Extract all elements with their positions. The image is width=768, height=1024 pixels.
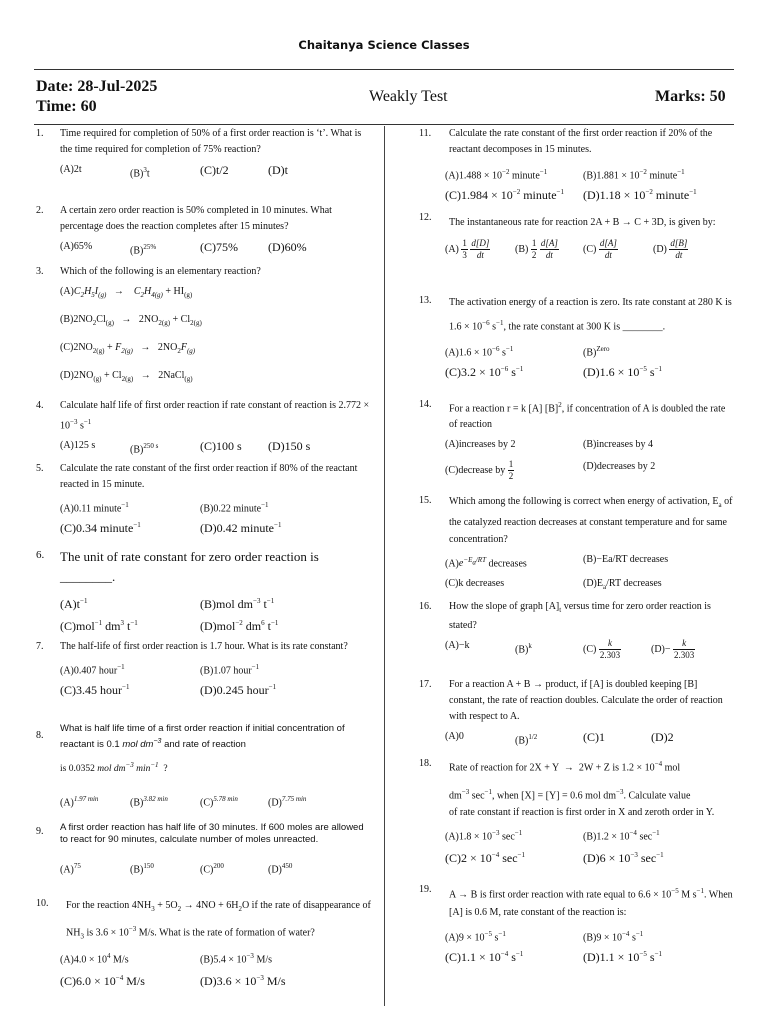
option-d[interactable]: $(D)1.6 \times 10^{-5}$ $s^{-1}$ [583,365,663,380]
question-11 [419,126,735,202]
options [60,593,372,611]
option-d[interactable]: (D)− $\frac{k}{2.303}$ [651,638,695,660]
question-5 [36,461,372,535]
option-c[interactable]: $(C)1.1 \times 10^{-4}$ $s^{-1}$ [445,950,524,965]
option-a[interactable]: (A)125 s [60,440,96,452]
options [445,729,735,747]
question-14 [419,397,735,483]
option-a[interactable]: $(A)1.488 \times 10^{-2}$ minute$^{-1}$ [445,168,548,182]
options [60,438,372,456]
option-a[interactable]: $(A)t^{-1}$ [60,597,88,611]
option-d[interactable]: (D)decreases by 2 [583,461,656,473]
question-text: Calculate the rate constant of the first order reaction if 80% of the reactant reacted in 15 minute. [60,463,358,490]
option-a[interactable]: $(A)4.0 \times 10^4$ M/s [60,952,129,966]
options [445,184,735,202]
option-c[interactable]: (C)75% [200,240,238,254]
options [60,858,372,876]
option-c[interactable]: (C)k decreases [445,578,505,589]
question-8 [36,722,372,809]
option-d[interactable]: $(D)6 \times 10^{-3}$ $\sec^{-1}$ [583,850,664,865]
option-b[interactable]: $(B)5.4 \times 10^{-3}$ M/s [200,952,272,966]
option-d[interactable]: (D)60% [268,240,307,254]
options [445,164,735,182]
option-b[interactable]: (B)increases by 4 [583,439,653,451]
options [60,615,372,633]
question-number: 2. [36,205,44,216]
question-number: 17. [419,679,432,690]
question-number: 12. [419,212,432,223]
test-name: Weakly Test [369,88,448,105]
options [445,825,735,843]
options [445,847,735,865]
test-time: Time: 60 [36,98,97,115]
question-text: The activation energy of a reaction is zero. Its rate constant at 280 K is $1.6 \times 10^{-6}$ $s^{-1}$, the rate constant at 300 K is ________. [449,297,732,333]
options [445,459,735,483]
options [445,341,735,359]
option-d[interactable]: $(D)1.18 \times 10^{-2}$ minute$^{-1}$ [583,188,697,202]
question-10 [36,896,372,988]
question-text: The instantaneous rate for reaction 2A + B → C + 3D, is given by: [449,217,716,228]
option-d[interactable]: (D)t [268,163,288,177]
question-text: For a reaction r = k [A] $[B]^2$, if concentration of A is doubled the rate of reaction [449,401,726,431]
question-17 [419,677,735,747]
question-6 [36,547,372,633]
question-number: 19. [419,884,432,895]
question-number: 14. [419,399,432,410]
option-d[interactable]: $(D)3.6 \times 10^{-3}$ M/s [200,974,286,989]
option-a[interactable]: $(A)^{75}$ [60,862,81,876]
options [60,659,372,677]
question-text: For the reaction $4NH_3 + 5O_2 \to 4NO + 6H_2O$ if the rate of disappearance of $NH_3$ is $3.6 \times 10^{-3}$ M/s. What is the rate of formation of water? [66,900,371,941]
option-c[interactable]: $(C)^{5.78 min}$ [200,795,238,809]
option-b[interactable]: $(B)^3t$ [130,166,150,180]
question-number: 16. [419,601,432,612]
options [60,791,372,809]
option-c[interactable]: (C)0.34 minute$^{-1}$ [60,521,141,535]
option-d[interactable]: (D)0.42 minute$^{-1}$ [200,521,282,535]
question-number: 18. [419,758,432,769]
option-b[interactable]: $(B)1.881 \times 10^{-2}$ minute$^{-1}$ [583,168,685,182]
test-date: Date: 28-Jul-2025 [36,78,158,95]
column-divider [384,126,385,1006]
question-text: Which of the following is an elementary reaction? [60,266,261,277]
question-15 [419,493,735,594]
option-b[interactable]: (B)1.07 hour$^{-1}$ [200,663,260,677]
question-text: The unit of rate constant for zero order reaction is ________. [60,549,319,584]
question-number: 3. [36,266,44,277]
option-a[interactable]: $(A)1.6 \times 10^{-6}$ $s^{-1}$ [445,345,514,359]
question-19 [419,882,735,964]
options [445,361,735,379]
question-number: 7. [36,641,44,652]
option-d[interactable]: (D)0.245 hour$^{-1}$ [200,683,277,697]
options [60,948,372,966]
options [445,926,735,944]
option-a[interactable]: (A)0 [445,731,464,742]
option-b[interactable]: $(B)^{250 s}$ [130,442,159,456]
question-16 [419,599,735,666]
option-c[interactable]: $(C)3.2 \times 10^{-6}$ $s^{-1}$ [445,365,524,380]
option-c[interactable]: (C)3.45 hour$^{-1}$ [60,683,130,697]
option-b[interactable]: $(B)9 \times 10^{-4}$ $s^{-1}$ [583,930,644,944]
options [60,517,372,535]
question-text: A certain zero order reaction is 50% completed in 10 minutes. What percentage does the reaction completes after 15 minutes? [60,205,332,232]
option-b[interactable]: (B)0.22 minute$^{-1}$ [200,501,269,515]
option-b[interactable]: $(B)^{150}$ [130,862,154,876]
question-13 [419,293,735,379]
test-marks: Marks: 50 [655,88,726,105]
question-text: For a reaction A + B → product, if [A] is doubled keeping [B] constant, the rate of reaction doubles. Calculate the order of reaction with respect to A. [449,679,723,722]
option-d[interactable]: (D)150 s [268,439,311,454]
option-a[interactable]: (A) $\frac{1}{3}$ $\frac{d[D]}{dt}$ [445,238,490,260]
question-number: 8. [36,730,44,741]
option-c[interactable]: (C)t/2 [200,163,229,177]
option-b[interactable]: $(B)^{3.82 min}$ [130,795,168,809]
option-d[interactable]: (D) $\frac{d[B]}{dt}$ [653,238,688,260]
option-b[interactable]: $(B)2NO_2Cl_{(g)} \to 2NO_{2(g)} + Cl_{2(g)}$ [60,314,202,327]
question-text-cont: is 0.0352 mol $dm^{-3}$ $\min^{-1}$ ? [60,761,168,775]
option-a[interactable]: (A)−k [445,640,470,651]
question-1 [36,126,372,180]
question-text: Rate of reaction for 2X + Y → 2W + Z is $1.2 \times 10^{-4}$ mol $dm^{-3}$ $\sec^{-1}$, when [X] = [Y] = 0.6 mol $dm^{-3}$. Calculate value of rate constant if reaction is first order in X and zeroth order in Y. [449,760,715,818]
option-d[interactable]: $(D)^{450}$ [268,862,293,876]
option-c[interactable]: $(C)2 \times 10^{-4}$ $\sec^{-1}$ [445,850,525,865]
option-d[interactable]: $(D)E_a/RT$ decreases [583,578,662,591]
option-a[interactable]: $(A)C_2H_5I_{(g)}$ → $C_2H_{4(g)} + HI_{(g)}$ [60,286,193,299]
options [60,239,372,257]
question-text: How the slope of graph $[A]_t$ versus time for zero order reaction is stated? [449,601,711,631]
option-a[interactable]: (A)2t [60,164,82,175]
header-rule-top [34,69,734,70]
question-number: 4. [36,400,44,411]
question-text: A → B is first order reaction with rate equal to $6.6 \times 10^{-5}$ M $s^{-1}$. When [A] is 0.6 M, rate constant of the reaction is: [449,887,733,919]
option-a[interactable]: $(A)1.8 \times 10^{-3}$ $\sec^{-1}$ [445,828,523,842]
option-a[interactable]: (A)0.407 hour$^{-1}$ [60,663,125,677]
option-b[interactable]: $(B)^{1/2}$ [515,733,538,747]
option-c[interactable]: $(C)1.984 \times 10^{-2}$ minute$^{-1}$ [445,188,564,202]
options [445,946,735,964]
option-b[interactable]: $(B)^{25\%}$ [130,243,157,257]
option-b[interactable]: (B) $\frac{1}{2}$ $\frac{d[A]}{dt}$ [515,238,558,260]
question-text: Which among the following is correct when energy of activation, $E_a$ of the catalyzed reaction decreases at constant temperature and for same concentration? [449,496,733,545]
option-a[interactable]: $(A)9 \times 10^{-5}$ $s^{-1}$ [445,930,506,944]
question-number: 5. [36,463,44,474]
question-text: Time required for completion of 50% of a first order reaction is ‘t’. What is the time required for completion of 75% reaction? [60,128,362,155]
options [60,497,372,515]
option-c[interactable]: $(C)6.0 \times 10^{-4}$ M/s [60,974,145,989]
option-d[interactable]: $(D)2NO_{(g)} + Cl_{2(g)}$ → 2NaCl$_{(g)}$ [60,370,193,383]
option-b[interactable]: $(B)^{Zero}$ [583,345,610,359]
option-d[interactable]: (D)2 [651,730,674,744]
option-b[interactable]: $(B)1.2 \times 10^{-4}$ $\sec^{-1}$ [583,828,660,842]
question-number: 10. [36,898,49,909]
question-text: Calculate the rate constant of the first order reaction if 20% of the reactant decomposes in 15 minutes. [449,128,713,155]
option-c[interactable]: (C) $\frac{k}{2.303}$ [583,638,621,660]
option-c[interactable]: (C)1 [583,730,605,744]
question-text: Calculate half life of first order reaction if rate constant of reaction is $2.772 \times 10^{-3}$ $s^{-1}$ [60,400,370,432]
question-number: 11. [419,128,432,139]
question-number: 13. [419,295,432,306]
option-c[interactable]: (C)100 s [200,439,242,454]
question-4 [36,398,372,456]
question-text: What is half life time of a first order reaction if initial concentration of reactant is 0.1 mol $dm^{-3}$ and rate of reaction [60,723,345,751]
institute-name: Chaitanya Science Classes [298,38,470,52]
option-d[interactable]: $(D)1.1 \times 10^{-5}$ $s^{-1}$ [583,950,663,965]
header-rule-bottom [34,124,734,125]
question-number: 9. [36,826,44,837]
option-c[interactable]: (C)decrease by $\frac{1}{2}$ [445,459,514,482]
question-2 [36,203,372,257]
question-text: A first order reaction has half life of 30 minutes. If 600 moles are allowed to react for 90 minutes, calculate number of moles unreacted. [60,822,364,845]
question-18 [419,756,735,865]
option-c[interactable]: $(C)2NO_{2(g)} + F_{2(g)} \to 2NO_2F_{(g)}$ [60,342,196,355]
options [445,238,735,268]
option-a[interactable]: (A)increases by 2 [445,439,516,451]
question-number: 15. [419,495,432,506]
options [60,970,372,988]
option-b[interactable]: (B)mol $dm^{-3}$ $t^{-1}$ [200,597,275,611]
question-number: 1. [36,128,44,139]
option-a[interactable]: (A)0.11 minute$^{-1}$ [60,501,129,515]
question-3 [36,264,372,387]
option-a[interactable]: $(A)^{1.97 min}$ [60,795,99,809]
options [445,552,735,570]
options [60,162,372,180]
question-number: 6. [36,549,45,561]
option-d[interactable]: (D)mol$^{-2}$ $dm^6$ $t^{-1}$ [200,619,279,633]
options [445,437,735,455]
options [60,679,372,697]
question-text: The half-life of first order reaction is 1.7 hour. What is its rate constant? [60,641,348,652]
question-12 [419,210,735,268]
option-c[interactable]: $(C)^{200}$ [200,862,224,876]
option-c[interactable]: (C)mol$^{-1}$ $dm^3$ $t^{-1}$ [60,619,138,633]
options [445,576,735,594]
option-a[interactable]: $(A)e^{-E_a/RT}$ decreases [445,556,527,570]
question-7 [36,639,372,697]
options [445,638,735,666]
option-a[interactable]: (A)65% [60,241,93,252]
option-b[interactable]: (B)−Ea/RT decreases [583,554,669,565]
option-b[interactable]: $(B)^k$ [515,642,532,656]
option-d[interactable]: $(D)^{7.75 min}$ [268,795,307,809]
question-9 [36,822,372,876]
option-c[interactable]: (C) $\frac{d[A]}{dt}$ [583,238,617,260]
